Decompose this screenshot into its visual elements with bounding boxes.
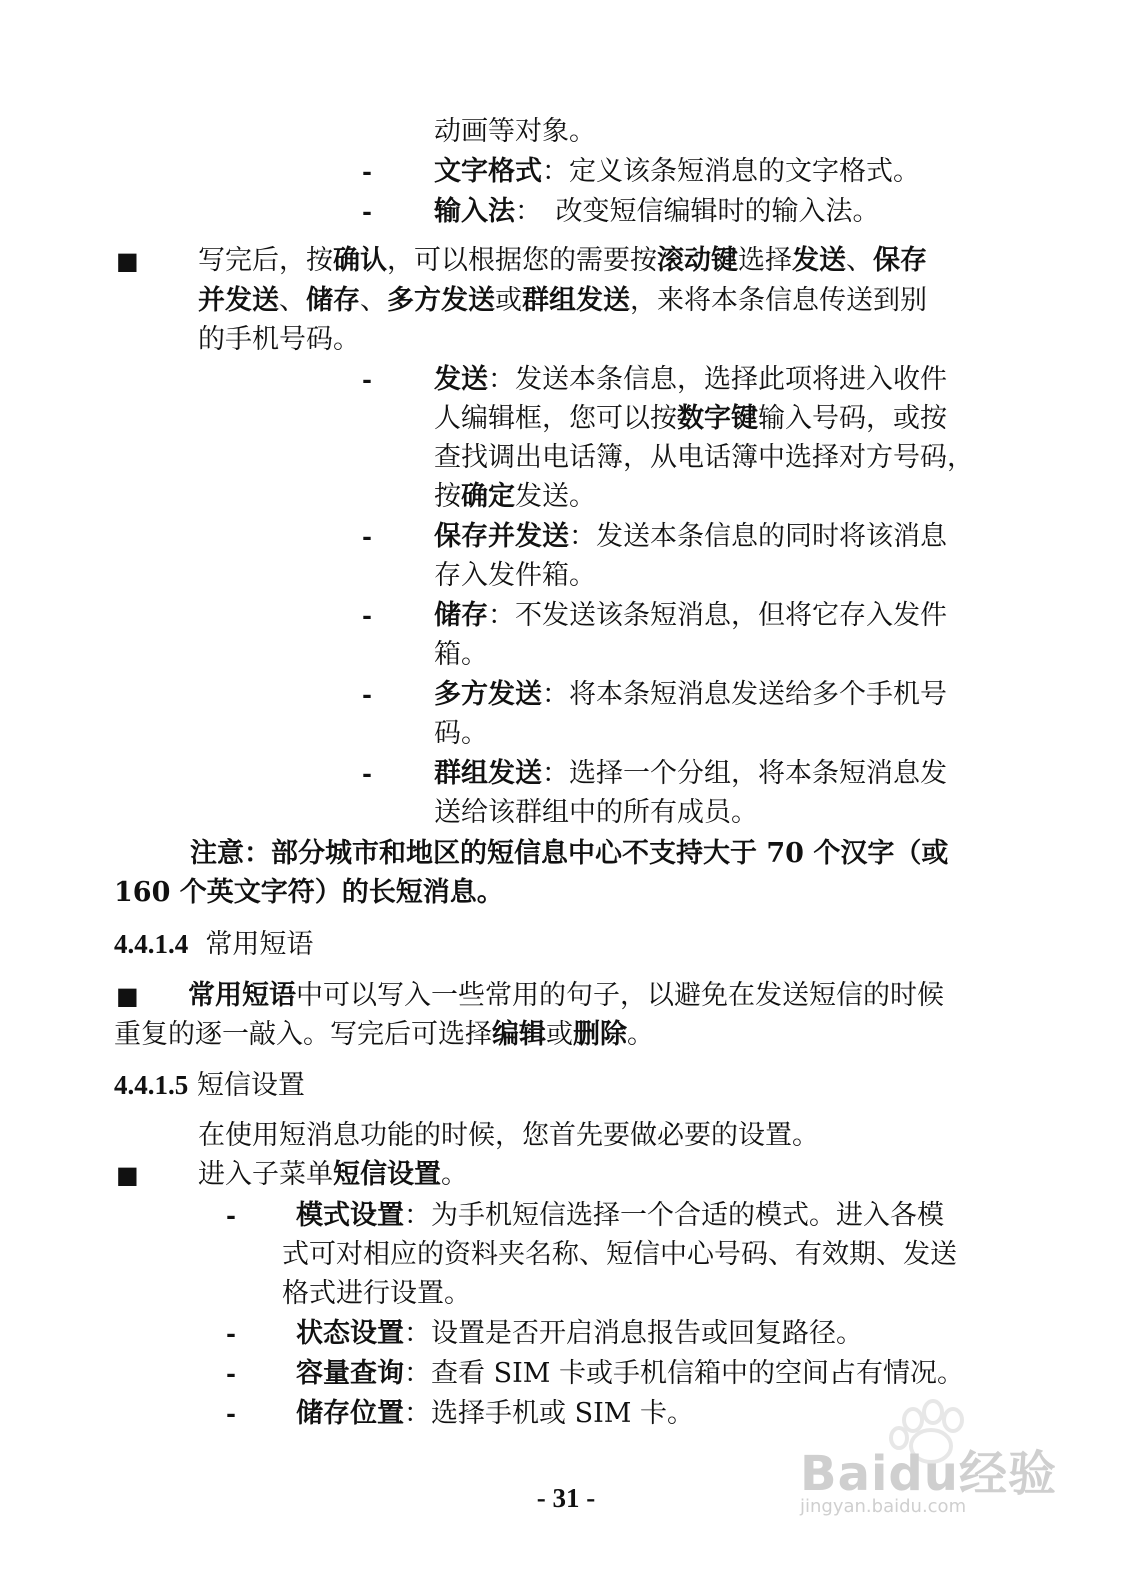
section-title: 短信设置	[196, 1070, 305, 1101]
text-line	[434, 154, 920, 190]
section-number: 4.4.1.4	[114, 929, 189, 959]
section-heading	[114, 926, 313, 963]
description: ：不发送该条短消息，但将它存入发件	[488, 600, 947, 631]
term: 保存	[873, 245, 927, 276]
text: 。	[441, 1159, 468, 1190]
text: 或	[495, 285, 522, 316]
term: 数字键	[677, 403, 758, 434]
description: ：定义该条短消息的文字格式。	[542, 156, 920, 187]
text-line: 的手机号码。	[198, 324, 360, 355]
text-line: 格式进行设置。	[282, 1278, 471, 1309]
term: 删除	[573, 1019, 627, 1050]
watermark-brand: Baidu经验	[800, 1446, 1057, 1502]
watermark-url: jingyan.baidu.com	[800, 1496, 967, 1517]
text-line	[434, 677, 947, 713]
text-line	[198, 283, 927, 319]
term: 发送	[792, 245, 846, 276]
description: ：选择一个分组，将本条短消息发	[542, 758, 947, 789]
page-number: - 31 -	[536, 1483, 596, 1513]
text-line	[434, 362, 947, 398]
term: 编辑	[492, 1019, 546, 1050]
term: 储存	[306, 285, 360, 316]
dash-bullet: -	[226, 1319, 236, 1348]
term: 并发送	[198, 285, 279, 316]
text-line	[198, 243, 927, 279]
term: 储存	[434, 600, 488, 631]
section-title: 常用短语	[205, 929, 314, 960]
text: ，可以根据您的需要按	[387, 245, 657, 276]
term: 常用短语	[188, 980, 296, 1011]
text-line: 动画等对象。	[434, 116, 596, 147]
text-line	[434, 598, 947, 634]
text-line	[188, 978, 944, 1014]
text-line: 查找调出电话簿，从电话簿中选择对方号码，	[434, 442, 974, 473]
text: 按	[434, 481, 461, 512]
term: 保存并发送	[434, 521, 569, 552]
dash-bullet: -	[226, 1359, 236, 1388]
text-line: 存入发件箱。	[434, 560, 596, 591]
dash-bullet: -	[362, 601, 372, 630]
dash-bullet: -	[362, 759, 372, 788]
text-line	[114, 1017, 654, 1053]
text-line	[198, 1157, 468, 1193]
text: 选择	[738, 245, 792, 276]
term: 滚动键	[657, 245, 738, 276]
term: 多方发送	[387, 285, 495, 316]
term: 模式设置	[296, 1200, 404, 1231]
term: 储存位置	[296, 1398, 404, 1429]
term: 短信设置	[333, 1159, 441, 1190]
dash-bullet: -	[362, 157, 372, 186]
text: 重复的逐一敲入。写完后可选择	[114, 1019, 492, 1050]
text-line	[434, 756, 947, 792]
text: 人编辑框，您可以按	[434, 403, 677, 434]
square-bullet: ■	[116, 247, 139, 275]
description: ：将本条短消息发送给多个手机号	[542, 679, 947, 710]
description: ：设置是否开启消息报告或回复路径。	[404, 1318, 863, 1349]
term: 确认	[333, 245, 387, 276]
section-heading	[114, 1067, 305, 1104]
dash-bullet: -	[362, 197, 372, 226]
square-bullet: ■	[116, 1161, 139, 1189]
dash-bullet: -	[362, 522, 372, 551]
text-line	[434, 519, 947, 555]
term: 多方发送	[434, 679, 542, 710]
text: 进入子菜单	[198, 1159, 333, 1190]
text-line: 送给该群组中的所有成员。	[434, 797, 758, 828]
text-line: 式可对相应的资料夹名称、短信中心号码、有效期、发送	[282, 1239, 957, 1270]
text-line: 码。	[434, 718, 488, 749]
description: ：为手机短信选择一个合适的模式。进入各模	[404, 1200, 944, 1231]
term: 状态设置	[296, 1318, 404, 1349]
dash-bullet: -	[362, 365, 372, 394]
text: 。	[627, 1019, 654, 1050]
text-line: 在使用短消息功能的时候，您首先要做必要的设置。	[198, 1120, 819, 1151]
text: 或	[546, 1019, 573, 1050]
term: 确定	[461, 481, 515, 512]
term: 发送	[434, 364, 488, 395]
text: 中可以写入一些常用的句子，以避免在发送短信的时候	[296, 980, 944, 1011]
text-line	[296, 1316, 863, 1352]
note-line: 注意：部分城市和地区的短信息中心不支持大于 70 个汉字（或	[190, 838, 949, 869]
section-number: 4.4.1.5	[114, 1070, 189, 1100]
description: ：选择手机或 SIM 卡。	[404, 1398, 694, 1429]
text-line	[434, 401, 947, 437]
term: 群组发送	[434, 758, 542, 789]
text-line	[296, 1396, 694, 1432]
text: 写完后，按	[198, 245, 333, 276]
term: 输入法	[434, 196, 515, 227]
note-line: 160 个英文字符）的长短消息。	[114, 877, 504, 908]
text-line	[296, 1356, 964, 1392]
text-line	[434, 194, 880, 230]
square-bullet: ■	[116, 982, 139, 1010]
term: 容量查询	[296, 1358, 404, 1389]
text-line	[434, 479, 596, 515]
text: 、	[279, 285, 306, 316]
description: ：发送本条信息的同时将该消息	[569, 521, 947, 552]
text: 、	[360, 285, 387, 316]
dash-bullet: -	[362, 680, 372, 709]
term: 群组发送	[522, 285, 630, 316]
term: 文字格式	[434, 156, 542, 187]
text-line	[296, 1198, 944, 1234]
description: ： 改变短信编辑时的输入法。	[515, 196, 880, 227]
text: 发送。	[515, 481, 596, 512]
dash-bullet: -	[226, 1201, 236, 1230]
dash-bullet: -	[226, 1399, 236, 1428]
description: ：查看 SIM 卡或手机信箱中的空间占有情况。	[404, 1358, 964, 1389]
text-line: 箱。	[434, 639, 488, 670]
text: ，来将本条信息传送到别	[630, 285, 927, 316]
description: ：发送本条信息，选择此项将进入收件	[488, 364, 947, 395]
text: 输入号码，或按	[758, 403, 947, 434]
text: 、	[846, 245, 873, 276]
